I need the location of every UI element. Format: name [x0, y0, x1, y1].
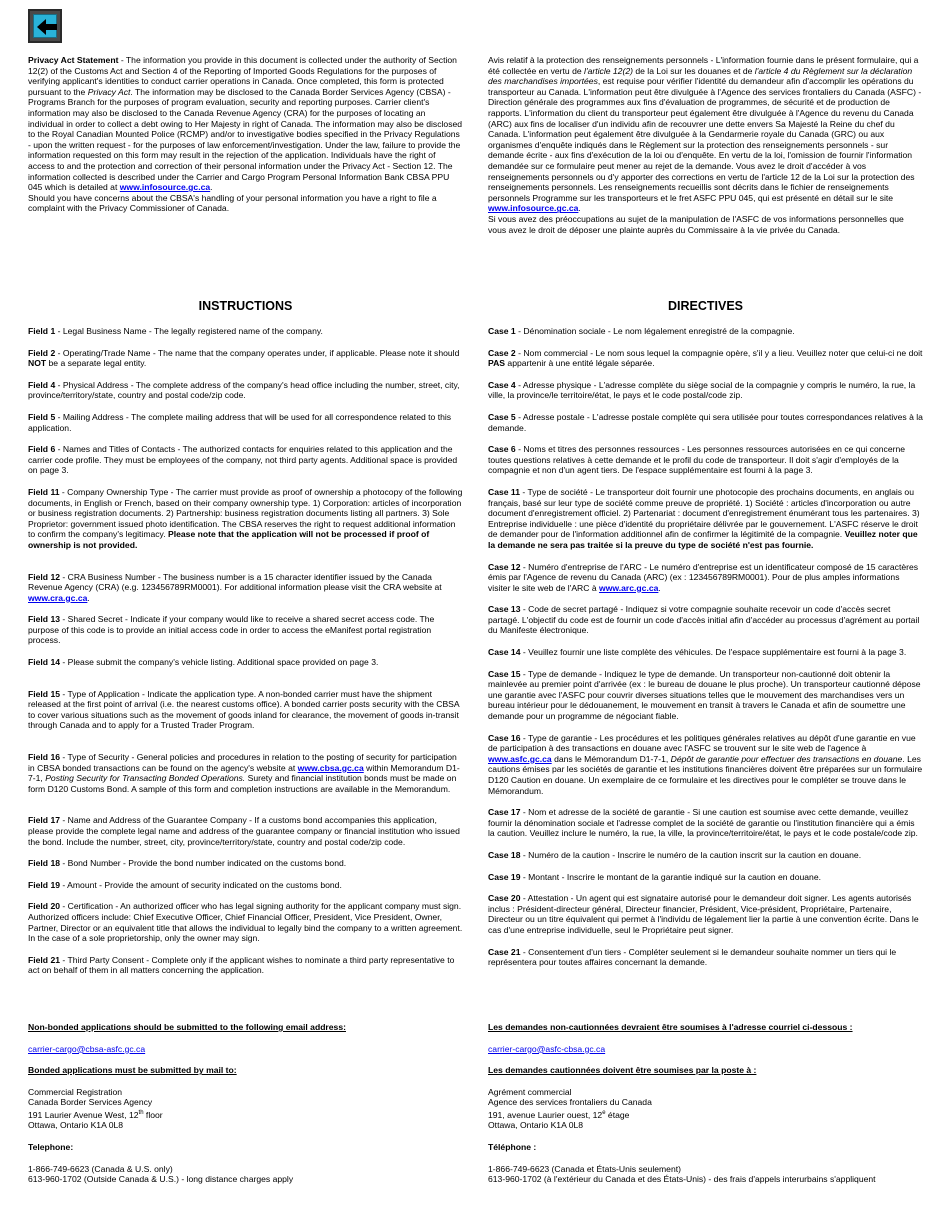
field-item: Case 16 - Type de garantie - Les procédures et les politiques générales relatives au dépôt d'une garantie en vue de participation à des transactions en douane avec l'ASFC se trouvent sur le site web de l'agence à www.asfc.gc.ca dans le Mémorandum D1-7-1, Dépôt de garantie pour effectuer des transactions en douane. Les cautions émises par les sociétés de garantie et les institutions financières doivent être préparées sur un formulaire D120 Caution en douane. Un exemplaire de ce formulaire et les directives pour le compléter se trouve dans le Mémorandum.: [488, 732, 923, 796]
field-label: Case 20: [488, 893, 521, 904]
left-arrow-icon: [34, 15, 60, 39]
field-label: Field 16: [28, 752, 60, 763]
field-item: Case 15 - Type de demande - Indiquez le type de demande. Un transporteur non-cautionné doit obtenir la mainlevée au premier point d'arrivée (ex : le bureau de douane le plus proche). Un transporteur cautionné dépose une garantie avec l'ASFC pour couvrir diverses situations telles que le mouvement des marchandises vers un bureau intérieur pour le dédouanement, le mouvement en transit à travers le Canada et afin de soumettre une demande pour un programme de négociant fiable.: [488, 668, 921, 722]
field-label: Case 15: [488, 668, 521, 679]
field-label: Case 13: [488, 604, 521, 615]
field-item: Case 11 - Type de société - Le transporteur doit fournir une photocopie des prochains documents, en anglais ou français, basé sur leur type de société comme preuve de propriété. 1) Société : articles d'incorporation ou autre document d'enregistrement officiel. 2) Partenariat : document d'enregistrement énumérant tous les partenaires. 3) Entreprise individuelle : une pièce d'identité du propriétaire délivrée par le gouvernement. L'ASFC réserve le droit de demander pour de l'information additionnel afin de confirmer la légitimité de la compagnie. Veuillez noter que la demande ne sera pas traitée si la preuve du type de société n'est pas fournie.: [488, 486, 920, 550]
infosource-link[interactable]: www.infosource.gc.ca: [119, 182, 211, 193]
field-label: Field 1: [28, 326, 56, 336]
field-label: Field 18: [28, 858, 60, 869]
website-link[interactable]: www.cra.gc.ca: [28, 592, 88, 603]
field-label: Field 21: [28, 954, 60, 965]
field-item: Case 5 - Adresse postale - L'adresse postale complète qui sera utilisée pour toutes correspondances relatives à la demande.: [488, 411, 923, 433]
field-label: Case 19: [488, 871, 521, 882]
field-label: Field 20: [28, 901, 60, 912]
field-label: Field 19: [28, 879, 60, 890]
field-item: Field 13 - Shared Secret - Indicate if your company would like to receive a shared secret access code. The purpose of this code is to provide an initial access code in order to access the eManifest portal registration process.: [28, 614, 435, 646]
privacy-statement-fr: Avis relatif à la protection des renseignements personnels - L'information fournie dans le présent formulaire, qui a été collectée en vertu de l'article 12(2) de la Loi sur les douanes et de l'article 4 du Règlement sur la déclaration des marchandises importées, est requise pour vérifier l'identité du demandeur afin d'accomplir les opérations du transporteur au Canada. L'information peut être divulguée à l'Agence des services frontaliers du Canada (ASFC) - Direction générale des programmes aux fins d'évaluation de programmes, de sécurité et de production de rapports. L'information du client du transporteur peut également être divulguée à l'Agence du revenu du Canada (ARC) aux fins de localiser d'un individu afin de recouvrer une dette envers Sa Majesté la Reine du chef du Canada. L'information peut également être divulguée à la Gendarmerie royale du Canada (GRC) ou aux organismes d'enquête indiqués dans le Règlement sur la protection des renseignements personnels - sur demande écrite - aux fins d'exécution de la loi ou d'enquête. En vertu de la loi, l'omission de fournir l'information demandée sur ce formulaire peut mener au rejet de la demande. Vous avez le droit d'accéder à vos renseignements personnels ou d'y apporter des corrections en vertu de l'article 12 de la Loi sur la protection des renseignements personnels. Les renseignements recueillis sont décrits dans le fichier de renseignements personnels Programme sur les transporteurs et le fret ASFC PPU 045, qui est présenté en détail sur le site www.infosource.gc.ca. Si vous avez des préoccupations au sujet de la manipulation de l'ASFC de vos informations personnelles que vous avez le droit de déposer une plainte auprès du Commissaire à la vie privée du Canada.: [488, 55, 922, 235]
website-link[interactable]: www.asfc.gc.ca: [488, 753, 552, 764]
field-item: Case 4 - Adresse physique - L'adresse complète du siège social de la compagnie y compris le numéro, la rue, la ville, la province/le territoire/état, le pays et le code postal/code zip.: [488, 379, 916, 401]
field-label: Field 15: [28, 688, 60, 699]
field-item: Case 17 - Nom et adresse de la société de garantie - Si une caution est soumise avec cette demande, veuillez fournir la dénomination sociale et l'adresse complet de la société de garantie ou l'institution financière qui a émis la caution. Veuillez inclure le numéro, la rue, la ville, la province/territoire/état, le pays et le code postale/code zip.: [488, 807, 918, 839]
field-item: Field 17 - Name and Address of the Guarantee Company - If a customs bond accompanies this application, please provide the complete legal name and address of the guarantee company or financial institution who issued the bond. Include the number, street, city, province/territory/state, country and postal code/zip code.: [28, 815, 460, 847]
field-label: Case 2: [488, 347, 516, 358]
field-item: Case 14 - Veuillez fournir une liste complète des véhicules. De l'espace supplémentaire est fourni à la page 3.: [488, 647, 907, 658]
field-item: Field 15 - Type of Application - Indicate the application type. A non-bonded carrier must have the shipment released at the first point of arrival (i.e. the nearest customs office). A bonded carrier posts security with the CBSA to cover various situations such as the movement of goods inland for clearance, the movement of goods in-transit through Canada and to apply for a Trusted Trader Program.: [28, 688, 460, 731]
field-item: Field 4 - Physical Address - The complete address of the company's head office including the number, street, city, province/territory/state, country and postal code/zip code.: [28, 379, 460, 401]
field-label: Case 6: [488, 444, 516, 455]
field-item: Field 19 - Amount - Provide the amount of security indicated on the customs bond.: [28, 879, 342, 890]
field-label: Field 12: [28, 571, 60, 582]
field-item: Field 12 - CRA Business Number - The business number is a 15 character identifier issued by the Canada Revenue Agency (CRA) (e.g. 123456789RM0001). For additional information please visit the CRA website at www.cra.gc.ca.: [28, 571, 442, 603]
mailing-address: Commercial Registration Canada Border Services Agency 191 Laurier Avenue West, 12th floor Ottawa, Ontario K1A 0L8: [28, 1086, 163, 1131]
mail-heading: Les demandes cautionnées doivent être soumises par la poste à :: [488, 1065, 757, 1076]
field-item: Case 18 - Numéro de la caution - Inscrire le numéro de la caution inscrit sur la caution en douane.: [488, 849, 862, 860]
field-item: Field 20 - Certification - An authorized officer who has legal signing authority for the applicant company must sign. Authorized officers include: Chief Executive Officer, Chief Financial Officer, President, Vice President, Owner, Partner, Director or an equivalent title that allows the individual to legally bind the company to a written agreement. In the case of a sole proprietorship, only the owner may sign.: [28, 901, 463, 944]
field-label: Field 6: [28, 444, 56, 455]
phone-number: 613-960-1702 (Outside Canada & U.S.) - long distance charges apply: [28, 1174, 294, 1185]
field-item: Field 16 - Type of Security - General policies and procedures in relation to the posting of security for participation in CBSA bonded transactions can be found on the agency's website at www.cbsa.gc.ca within Memorandum D1-7-1, Posting Security for Transacting Bonded Operations. Surety and financial institution bonds must be made on form D120 Customs Bond. A sample of this form and completion instructions are available in the Memorandum.: [28, 752, 460, 794]
field-item: Case 19 - Montant - Inscrire le montant de la garantie indiqué sur la caution en douane.: [488, 871, 821, 882]
mailing-address: Agrément commercial Agence des services frontaliers du Canada 191, avenue Laurier ouest, 12e étage Ottawa, Ontario K1A 0L8: [488, 1086, 652, 1131]
field-label: Case 12: [488, 561, 521, 572]
field-label: Field 2: [28, 347, 56, 358]
field-label: Field 5: [28, 411, 56, 422]
field-item: Field 2 - Operating/Trade Name - The name that the company operates under, if applicable. Please note it should NOT be a separate legal entity.: [28, 347, 460, 369]
back-button-face: [33, 14, 57, 38]
field-item: Field 11 - Company Ownership Type - The carrier must provide as proof of ownership a photocopy of the following documents, in English or French, based on their company ownership type. 1) Corporation: articles of incorporation or business registration documents. 2) Partnership: business registration documents listing all partners. 3) Sole Proprietor: government issued photo identification. The CBSA reserves the right to request additional information to confirm the company's legitimacy. Please note that the application will not be processed if proof of ownership is not provided.: [28, 486, 463, 550]
phone-heading: Telephone:: [28, 1142, 74, 1153]
instructions-heading: INSTRUCTIONS: [198, 299, 293, 313]
field-label: Case 16: [488, 732, 521, 743]
field-instructions-en: [28, 326, 463, 987]
field-item: Case 21 - Consentement d'un tiers - Compléter seulement si le demandeur souhaite nommer un tiers qui le représentera pour toutes affaires concernant la demande.: [488, 946, 897, 968]
field-item: Case 2 - Nom commercial - Le nom sous lequel la compagnie opère, s'il y a lieu. Veuillez noter que celui-ci ne doit PAS appartenir à une entité légale séparée.: [488, 347, 923, 369]
website-link[interactable]: www.cbsa.gc.ca: [297, 762, 364, 773]
field-label: Field 13: [28, 614, 60, 625]
field-label: Case 18: [488, 849, 521, 860]
contact-section-en: [28, 1022, 463, 1185]
field-label: Case 1: [488, 326, 516, 336]
mail-heading: Bonded applications must be submitted by mail to:: [28, 1065, 237, 1076]
field-instructions-fr: [488, 326, 923, 979]
email-link[interactable]: carrier-cargo@cbsa-asfc.gc.ca: [28, 1043, 146, 1054]
back-button[interactable]: [28, 9, 62, 43]
field-label: Case 17: [488, 807, 521, 818]
field-label: Field 14: [28, 657, 60, 668]
email-heading: Les demandes non-cautionnées devraient être soumises à l'adresse courriel ci-dessous :: [488, 1022, 853, 1032]
field-item: Case 1 - Dénomination sociale - Le nom légalement enregistré de la compagnie.: [488, 326, 795, 336]
privacy-statement-en: Privacy Act Statement - The information you provide in this document is collected under the authority of Section 12(2) of the Customs Act and Section 4 of the Reporting of Imported Goods Regulations for the purposes of verifying applicant's identities to conduct carrier operations in Canada. Once completed, this form is protected pursuant to the Privacy Act. The information may be disclosed to the Canada Border Services Agency (CBSA) - Programs Branch for the purposes of program evaluation, security and reporting purposes. Carrier client's information may also be disclosed to the Canada Revenue Agency (CRA) for the purposes of locating an individual in order to collect a debt owing to Her Majesty in right of Canada. The information may also be disclosed to the Royal Canadian Mounted Police (RCMP) and/or to investigative bodies specified in the Privacy Regulations - upon the written request - for the purposes of law enforcement/investigation. Under the law, failure to provide the information requested on this form may result in the rejection of the application. Individuals have the right of access to and the protection and correction of their personal information under the Privacy Act - Section 12. The information collected is described under the Carrier and Cargo Program Personal Information Bank CBSA PPU 045 which is detailed at www.infosource.gc.ca. Should you have concerns about the CBSA's handling of your personal information you have a right to file a complaint with the Privacy Commissioner of Canada.: [28, 55, 463, 214]
contact-section-fr: [488, 1022, 923, 1185]
phone-number: 613-960-1702 (à l'extérieur du Canada et des États-Unis) - des frais d'appels interurbains s'appliquent: [488, 1174, 876, 1185]
field-item: Case 6 - Noms et titres des personnes ressources - Les personnes ressources autorisées en ce qui concerne toutes questions relatives à cette demande et le profil du code de transporteur. Il doit s'agir d'employés de la compagnie et non d'un agent tiers. De l'espace supplémentaire est fourni à la page 3.: [488, 444, 906, 476]
field-label: Field 17: [28, 815, 60, 826]
privacy-label: Privacy Act Statement: [28, 55, 119, 65]
phone-number: 1-866-749-6623 (Canada et États-Unis seulement): [488, 1163, 681, 1174]
field-item: Field 18 - Bond Number - Provide the bond number indicated on the customs bond.: [28, 858, 347, 869]
field-label: Field 4: [28, 379, 56, 390]
email-link[interactable]: carrier-cargo@asfc-cbsa.gc.ca: [488, 1043, 606, 1054]
phone-heading: Téléphone :: [488, 1142, 537, 1153]
website-link[interactable]: www.arc.gc.ca: [599, 582, 659, 593]
field-item: Field 6 - Names and Titles of Contacts - The authorized contacts for enquiries related to this application and the carrier code profile. They must be employees of the company, not third party agents. Additional space is provided on page 3.: [28, 444, 458, 476]
field-label: Case 21: [488, 946, 521, 957]
directives-heading: DIRECTIVES: [667, 299, 743, 313]
field-item: Field 14 - Please submit the company's vehicle listing. Additional space provided on page 3.: [28, 657, 379, 668]
field-item: Field 21 - Third Party Consent - Complete only if the applicant wishes to nominate a third party representative to act on behalf of them in all matters concerning the application.: [28, 954, 455, 976]
field-item: Field 5 - Mailing Address - The complete mailing address that will be used for all correspondence related to this application.: [28, 411, 452, 433]
field-label: Case 14: [488, 647, 521, 658]
field-label: Field 11: [28, 486, 60, 497]
email-heading: Non-bonded applications should be submitted to the following email address:: [28, 1022, 346, 1032]
field-label: Case 11: [488, 486, 521, 497]
phone-number: 1-866-749-6623 (Canada & U.S. only): [28, 1163, 173, 1174]
field-item: Case 12 - Numéro d'entreprise de l'ARC - Le numéro d'entreprise est un identificateur composé de 15 caractères émis par l'Agence de revenu du Canada (ARC) (ex : 123456789RM0001). Pour de plus amples informations visiter le site web de l'ARC à www.arc.gc.ca.: [488, 561, 919, 593]
field-item: Case 20 - Attestation - Un agent qui est signataire autorisé pour le demandeur doit signer. Les agents autorisés inclus : Président-directeur général, Directeur financier, Président, Vice-président, Propriétaire, Partenaire, Directeur ou un titre équivalent qui permet à l'individu de légalement lier la partie à une convention écrite. Dans le cas d'une entreprise individuelle, seul le Propriétaire peut signer.: [488, 893, 919, 935]
field-label: Case 4: [488, 379, 516, 390]
field-item: Case 13 - Code de secret partagé - Indiquez si votre compagnie souhaite recevoir un code d'accès secret partagé. L'objectif du code est de fournir un code d'accès initial afin d'accéder au processus d'agrément au portail du Manifeste électronique.: [488, 604, 920, 636]
infosource-link-fr[interactable]: www.infosource.gc.ca: [488, 203, 579, 214]
field-item: Field 1 - Legal Business Name - The legally registered name of the company.: [28, 326, 323, 336]
field-label: Case 5: [488, 411, 516, 422]
